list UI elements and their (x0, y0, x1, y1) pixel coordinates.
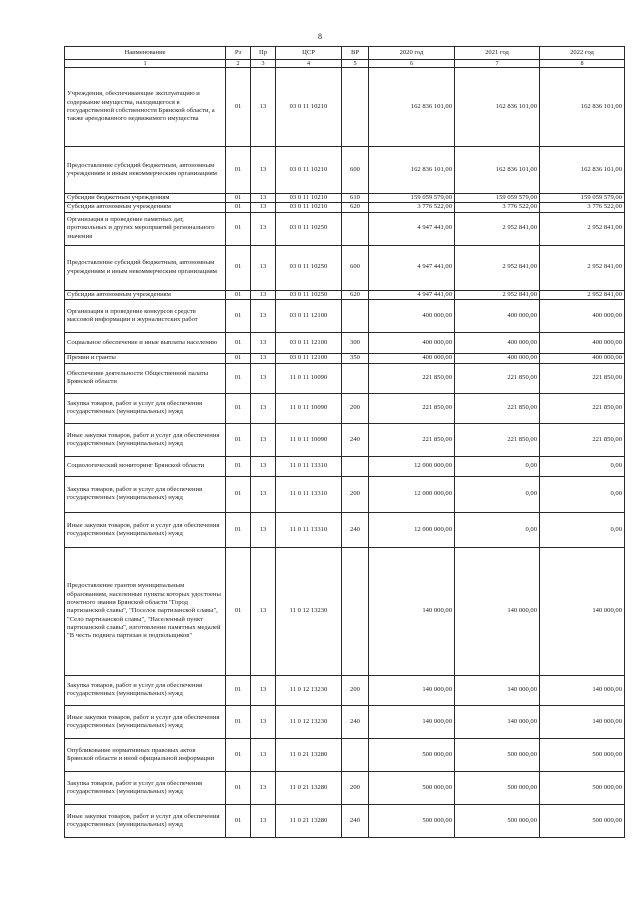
row-csr: 03 0 11 12100 (276, 299, 342, 332)
header-rz: Рз (226, 47, 251, 60)
row-rz: 01 (226, 705, 251, 738)
row-amount-2022: 221 850,00 (540, 423, 625, 456)
column-index: 6 (369, 60, 455, 68)
row-amount-2020: 4 947 441,00 (369, 212, 455, 245)
table-row (65, 804, 625, 837)
table-row (65, 423, 625, 456)
row-name: Субсидии автономным учреждениям (65, 290, 226, 299)
table-row (65, 393, 625, 423)
row-rz: 01 (226, 212, 251, 245)
row-rz: 01 (226, 771, 251, 804)
row-rz: 01 (226, 68, 251, 147)
row-vr: 200 (342, 771, 369, 804)
row-amount-2020: 400 000,00 (369, 299, 455, 332)
row-pr: 13 (251, 675, 276, 705)
row-name: Субсидии автономным учреждениям (65, 203, 226, 212)
row-pr: 13 (251, 771, 276, 804)
row-amount-2022: 162 836 101,00 (540, 147, 625, 194)
row-amount-2022: 500 000,00 (540, 738, 625, 771)
table-row (65, 363, 625, 393)
row-vr (342, 299, 369, 332)
page-number: 8 (318, 32, 322, 41)
row-pr: 13 (251, 705, 276, 738)
column-index: 1 (65, 60, 226, 68)
row-amount-2020: 12 000 000,00 (369, 476, 455, 512)
row-amount-2022: 0,00 (540, 476, 625, 512)
column-index: 2 (226, 60, 251, 68)
row-rz: 01 (226, 194, 251, 203)
row-amount-2021: 500 000,00 (455, 804, 540, 837)
row-csr: 11 0 11 10090 (276, 393, 342, 423)
row-amount-2022: 140 000,00 (540, 705, 625, 738)
row-rz: 01 (226, 245, 251, 290)
row-name: Иные закупки товаров, работ и услуг для обеспечения государственных (муниципальных) нужд (65, 705, 226, 738)
table-row (65, 675, 625, 705)
row-amount-2020: 162 836 101,00 (369, 147, 455, 194)
row-amount-2022: 3 776 522,00 (540, 203, 625, 212)
row-pr: 13 (251, 393, 276, 423)
row-csr: 11 0 11 13310 (276, 476, 342, 512)
row-rz: 01 (226, 423, 251, 456)
table-row (65, 332, 625, 353)
row-amount-2022: 140 000,00 (540, 675, 625, 705)
row-csr: 11 0 11 13310 (276, 456, 342, 476)
table-row (65, 771, 625, 804)
column-index: 4 (276, 60, 342, 68)
row-name: Закупка товаров, работ и услуг для обеспечения государственных (муниципальных) нужд (65, 675, 226, 705)
row-name: Учреждения, обеспечивающие эксплуатацию и содержание имущества, находящегося в государственной собственности Брянской области, а также арендованного недвижимого имущества (65, 68, 226, 147)
row-amount-2021: 500 000,00 (455, 771, 540, 804)
row-name: Организация и проведение конкурсов средств массовой информации и журналистских работ (65, 299, 226, 332)
row-amount-2022: 400 000,00 (540, 332, 625, 353)
table-row (65, 547, 625, 675)
table-row (65, 203, 625, 212)
row-amount-2022: 159 059 579,00 (540, 194, 625, 203)
row-amount-2020: 500 000,00 (369, 771, 455, 804)
row-rz: 01 (226, 147, 251, 194)
row-amount-2020: 221 850,00 (369, 423, 455, 456)
row-name: Опубликование нормативных правовых актов Брянской области и иной официальной информации (65, 738, 226, 771)
column-index-row (65, 60, 625, 68)
row-amount-2021: 2 952 841,00 (455, 245, 540, 290)
row-csr: 11 0 11 10090 (276, 363, 342, 393)
row-pr: 13 (251, 456, 276, 476)
row-vr (342, 68, 369, 147)
row-vr: 200 (342, 393, 369, 423)
row-amount-2020: 500 000,00 (369, 804, 455, 837)
row-amount-2021: 400 000,00 (455, 299, 540, 332)
row-csr: 11 0 11 13310 (276, 512, 342, 547)
row-name: Закупка товаров, работ и услуг для обеспечения государственных (муниципальных) нужд (65, 476, 226, 512)
row-amount-2021: 2 952 841,00 (455, 290, 540, 299)
row-amount-2020: 12 000 000,00 (369, 512, 455, 547)
row-amount-2021: 221 850,00 (455, 363, 540, 393)
table-row (65, 290, 625, 299)
table-row (65, 705, 625, 738)
row-amount-2021: 400 000,00 (455, 332, 540, 353)
row-amount-2021: 140 000,00 (455, 675, 540, 705)
header-year-2022: 2022 год (540, 47, 625, 60)
budget-table (64, 46, 625, 838)
row-rz: 01 (226, 738, 251, 771)
row-name: Социологический мониторинг Брянской области (65, 456, 226, 476)
row-amount-2022: 0,00 (540, 512, 625, 547)
row-amount-2021: 159 059 579,00 (455, 194, 540, 203)
row-name: Предоставление субсидий бюджетным, автономным учреждениям и иным некоммерческим организациям (65, 245, 226, 290)
row-amount-2020: 500 000,00 (369, 738, 455, 771)
row-amount-2021: 3 776 522,00 (455, 203, 540, 212)
row-rz: 01 (226, 512, 251, 547)
row-name: Премии и гранты (65, 353, 226, 363)
row-vr: 600 (342, 245, 369, 290)
row-amount-2021: 0,00 (455, 476, 540, 512)
row-amount-2022: 2 952 841,00 (540, 290, 625, 299)
row-amount-2021: 162 836 101,00 (455, 147, 540, 194)
header-vr: ВР (342, 47, 369, 60)
row-vr: 620 (342, 203, 369, 212)
row-amount-2020: 3 776 522,00 (369, 203, 455, 212)
row-amount-2020: 221 850,00 (369, 393, 455, 423)
header-name: Наименование (65, 47, 226, 60)
table-row (65, 476, 625, 512)
row-amount-2021: 221 850,00 (455, 423, 540, 456)
row-pr: 13 (251, 738, 276, 771)
header-row (65, 47, 625, 60)
row-rz: 01 (226, 547, 251, 675)
row-name: Обеспечение деятельности Общественной палаты Брянской области (65, 363, 226, 393)
row-amount-2021: 0,00 (455, 512, 540, 547)
row-vr (342, 738, 369, 771)
row-csr: 11 0 11 10090 (276, 423, 342, 456)
row-name: Организация и проведение памятных дат, протокольных и других мероприятий регионального значения (65, 212, 226, 245)
row-csr: 11 0 12 13230 (276, 705, 342, 738)
row-vr (342, 456, 369, 476)
column-index: 5 (342, 60, 369, 68)
row-rz: 01 (226, 299, 251, 332)
row-pr: 13 (251, 512, 276, 547)
header-csr: ЦСР (276, 47, 342, 60)
row-pr: 13 (251, 476, 276, 512)
row-rz: 01 (226, 203, 251, 212)
row-vr: 240 (342, 705, 369, 738)
row-amount-2021: 221 850,00 (455, 393, 540, 423)
row-name: Иные закупки товаров, работ и услуг для обеспечения государственных (муниципальных) нужд (65, 804, 226, 837)
row-amount-2021: 400 000,00 (455, 353, 540, 363)
table-row (65, 147, 625, 194)
row-amount-2022: 2 952 841,00 (540, 212, 625, 245)
row-amount-2020: 400 000,00 (369, 332, 455, 353)
row-rz: 01 (226, 675, 251, 705)
row-pr: 13 (251, 194, 276, 203)
row-rz: 01 (226, 476, 251, 512)
table-row (65, 299, 625, 332)
row-amount-2020: 221 850,00 (369, 363, 455, 393)
column-index: 8 (540, 60, 625, 68)
row-name: Субсидии бюджетным учреждениям (65, 194, 226, 203)
row-csr: 03 0 11 12100 (276, 332, 342, 353)
row-csr: 11 0 21 13280 (276, 804, 342, 837)
row-amount-2021: 162 836 101,00 (455, 68, 540, 147)
row-amount-2022: 221 850,00 (540, 363, 625, 393)
header-year-2021: 2021 год (455, 47, 540, 60)
row-vr: 620 (342, 290, 369, 299)
row-amount-2022: 400 000,00 (540, 353, 625, 363)
row-vr: 240 (342, 804, 369, 837)
column-index: 7 (455, 60, 540, 68)
row-rz: 01 (226, 393, 251, 423)
row-csr: 03 0 11 10250 (276, 290, 342, 299)
row-pr: 13 (251, 547, 276, 675)
table-row (65, 212, 625, 245)
table-row (65, 738, 625, 771)
table-row (65, 245, 625, 290)
row-pr: 13 (251, 245, 276, 290)
row-amount-2022: 221 850,00 (540, 393, 625, 423)
column-index: 3 (251, 60, 276, 68)
row-pr: 13 (251, 363, 276, 393)
row-amount-2021: 140 000,00 (455, 547, 540, 675)
row-name: Предоставление субсидий бюджетным, автономным учреждениям и иным некоммерческим организациям (65, 147, 226, 194)
row-name: Иные закупки товаров, работ и услуг для обеспечения государственных (муниципальных) нужд (65, 423, 226, 456)
row-amount-2020: 140 000,00 (369, 705, 455, 738)
row-vr: 240 (342, 423, 369, 456)
row-csr: 11 0 21 13280 (276, 738, 342, 771)
row-vr: 600 (342, 147, 369, 194)
row-amount-2020: 12 000 000,00 (369, 456, 455, 476)
row-csr: 03 0 11 10210 (276, 194, 342, 203)
row-vr (342, 547, 369, 675)
row-name: Социальное обеспечение и иные выплаты населению (65, 332, 226, 353)
row-amount-2020: 4 947 441,00 (369, 290, 455, 299)
table-row (65, 512, 625, 547)
table-row (65, 353, 625, 363)
row-csr: 03 0 11 12100 (276, 353, 342, 363)
row-pr: 13 (251, 299, 276, 332)
row-amount-2022: 500 000,00 (540, 804, 625, 837)
row-csr: 03 0 11 10210 (276, 147, 342, 194)
row-amount-2020: 140 000,00 (369, 547, 455, 675)
row-amount-2020: 159 059 579,00 (369, 194, 455, 203)
row-pr: 13 (251, 332, 276, 353)
row-csr: 11 0 12 13230 (276, 675, 342, 705)
header-year-2020: 2020 год (369, 47, 455, 60)
row-rz: 01 (226, 804, 251, 837)
header-pr: Пр (251, 47, 276, 60)
row-vr: 200 (342, 476, 369, 512)
row-amount-2020: 400 000,00 (369, 353, 455, 363)
row-name: Закупка товаров, работ и услуг для обеспечения государственных (муниципальных) нужд (65, 393, 226, 423)
row-amount-2022: 400 000,00 (540, 299, 625, 332)
row-pr: 13 (251, 423, 276, 456)
row-amount-2021: 500 000,00 (455, 738, 540, 771)
row-pr: 13 (251, 147, 276, 194)
row-csr: 03 0 11 10210 (276, 203, 342, 212)
table-body (65, 68, 625, 838)
table-row (65, 456, 625, 476)
row-vr: 300 (342, 332, 369, 353)
row-amount-2021: 140 000,00 (455, 705, 540, 738)
row-name: Иные закупки товаров, работ и услуг для обеспечения государственных (муниципальных) нужд (65, 512, 226, 547)
row-name: Закупка товаров, работ и услуг для обеспечения государственных (муниципальных) нужд (65, 771, 226, 804)
row-vr (342, 363, 369, 393)
row-pr: 13 (251, 68, 276, 147)
row-rz: 01 (226, 456, 251, 476)
row-amount-2020: 4 947 441,00 (369, 245, 455, 290)
row-csr: 11 0 21 13280 (276, 771, 342, 804)
row-name: Предоставление грантов муниципальным образованиям, населенные пункты которых удостоены почетного звания Брянской области "Город партизанской славы", "Поселок партизанской славы", "Село партизанской славы", "Населенный пункт партизанской славы", изготовление памятных медалей "В честь подвига партизан и подпольщиков" (65, 547, 226, 675)
row-amount-2022: 500 000,00 (540, 771, 625, 804)
row-amount-2021: 0,00 (455, 456, 540, 476)
row-pr: 13 (251, 353, 276, 363)
row-amount-2020: 162 836 101,00 (369, 68, 455, 147)
row-csr: 03 0 11 10250 (276, 212, 342, 245)
row-rz: 01 (226, 290, 251, 299)
table-row (65, 194, 625, 203)
row-vr: 240 (342, 512, 369, 547)
row-amount-2021: 2 952 841,00 (455, 212, 540, 245)
row-pr: 13 (251, 290, 276, 299)
row-vr (342, 212, 369, 245)
row-amount-2022: 0,00 (540, 456, 625, 476)
row-rz: 01 (226, 332, 251, 353)
row-csr: 03 0 11 10250 (276, 245, 342, 290)
row-vr: 200 (342, 675, 369, 705)
row-pr: 13 (251, 212, 276, 245)
row-amount-2022: 2 952 841,00 (540, 245, 625, 290)
row-pr: 13 (251, 804, 276, 837)
row-pr: 13 (251, 203, 276, 212)
row-amount-2020: 140 000,00 (369, 675, 455, 705)
row-csr: 03 0 11 10210 (276, 68, 342, 147)
table-row (65, 68, 625, 147)
row-csr: 11 0 12 13230 (276, 547, 342, 675)
row-vr: 610 (342, 194, 369, 203)
row-vr: 350 (342, 353, 369, 363)
row-rz: 01 (226, 353, 251, 363)
row-rz: 01 (226, 363, 251, 393)
row-amount-2022: 162 836 101,00 (540, 68, 625, 147)
row-amount-2022: 140 000,00 (540, 547, 625, 675)
